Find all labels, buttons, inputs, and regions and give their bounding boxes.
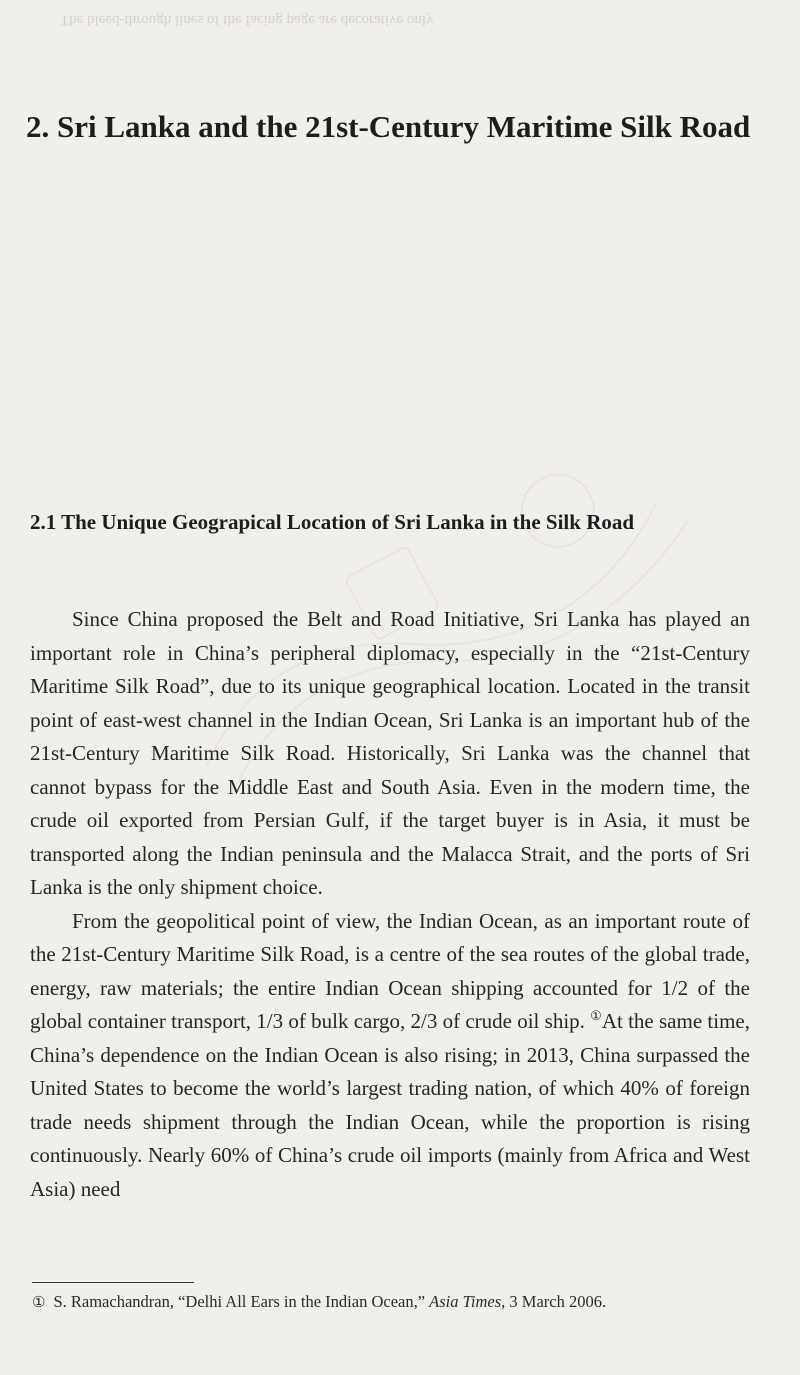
footnote-text-end: , 3 March 2006. [501, 1292, 607, 1311]
paragraph-text: At the same time, China’s dependence on the Indian Ocean is also rising; in 2013, China surpassed the United States to become the world’s largest trading nation, of which 40% of foreign trade needs shipment through the Indian Ocean, while the proportion is rising continuously. Nearly 60% of China’s crude oil imports (mainly from Africa and West Asia) need [30, 1009, 750, 1201]
paragraph-text: Since China proposed the Belt and Road Initiative, Sri Lanka has played an important role in China’s peripheral diplomacy, especially in the “21st-Century Maritime Silk Road”, due to its unique geographical location. Located in the transit point of east-west channel in the Indian Ocean, Sri Lanka is an important hub of the 21st-Century Maritime Silk Road. Historically, Sri Lanka was the channel that cannot bypass for the Middle East and South Asia. Even in the modern time, the crude oil exported from Persian Gulf, if the target buyer is in Asia, it must be transported along the Indian peninsula and the Malacca Strait, and the ports of Sri Lanka is the only shipment choice. [30, 607, 750, 899]
footnote-text: S. Ramachandran, “Delhi All Ears in the Indian Ocean,” [53, 1292, 430, 1311]
footnote [32, 1291, 772, 1314]
footnote-number: ① [32, 1295, 46, 1311]
section-heading: 2.1 The Unique Geograpical Location of Sri Lanka in the Silk Road [30, 510, 635, 534]
footnote-publication: Asia Times [429, 1292, 502, 1311]
page-title: 2. Sri Lanka and the 21st-Century Maritime Silk Road [26, 109, 751, 144]
footnote-divider [32, 1282, 194, 1283]
bleed-through-text: The bleed-through lines of the facing page are decorative only [60, 12, 434, 28]
paragraph [30, 905, 750, 1207]
footnote-marker: ① [590, 1008, 602, 1023]
body-text [30, 603, 750, 1206]
paragraph-text: From the geopolitical point of view, the Indian Ocean, as an important route of the 21st-Century Maritime Silk Road, is a centre of the sea routes of the global trade, energy, raw materials; the entire Indian Ocean shipping accounted for 1/2 of the global container transport, 1/3 of bulk cargo, 2/3 of crude oil ship. [30, 908, 750, 1033]
paragraph [30, 603, 750, 905]
